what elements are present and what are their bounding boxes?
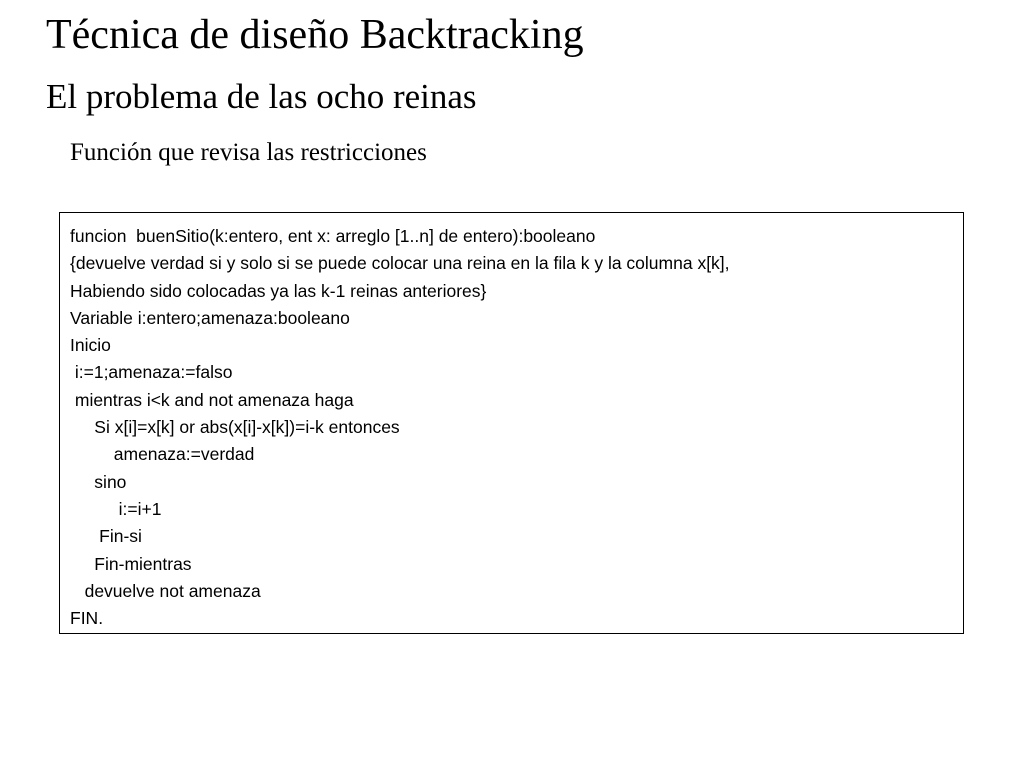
code-line-increment: i:=i+1 xyxy=(70,498,162,519)
code-line-function-signature: funcion buenSitio(k:entero, ent x: arreglo [1..n] de entero):booleano xyxy=(70,226,596,246)
code-line-end-while: Fin-mientras xyxy=(70,553,192,574)
section-heading: Función que revisa las restricciones xyxy=(70,139,427,166)
code-line-end-if: Fin-si xyxy=(70,526,142,547)
code-line-return: devuelve not amenaza xyxy=(70,580,261,601)
code-line-comment-1: {devuelve verdad si y solo si se puede colocar una reina en la fila k y la columna x[k], xyxy=(70,253,730,274)
code-line-init: i:=1;amenaza:=falso xyxy=(70,362,233,383)
slide-title: Técnica de diseño Backtracking xyxy=(46,12,584,58)
code-line-while: mientras i<k and not amenaza haga xyxy=(70,389,354,410)
code-line-if: Si x[i]=x[k] or abs(x[i]-x[k])=i-k entonces xyxy=(70,417,400,438)
code-line-else: sino xyxy=(70,471,127,492)
code-line-end: FIN. xyxy=(70,608,104,629)
code-line-variables: Variable i:entero;amenaza:booleano xyxy=(70,307,350,328)
code-line-begin: Inicio xyxy=(70,335,111,356)
pseudocode-box xyxy=(59,212,964,634)
slide-subtitle: El problema de las ocho reinas xyxy=(46,77,477,116)
code-line-then: amenaza:=verdad xyxy=(70,444,255,465)
code-line-comment-2: Habiendo sido colocadas ya las k-1 reinas anteriores} xyxy=(70,280,487,301)
